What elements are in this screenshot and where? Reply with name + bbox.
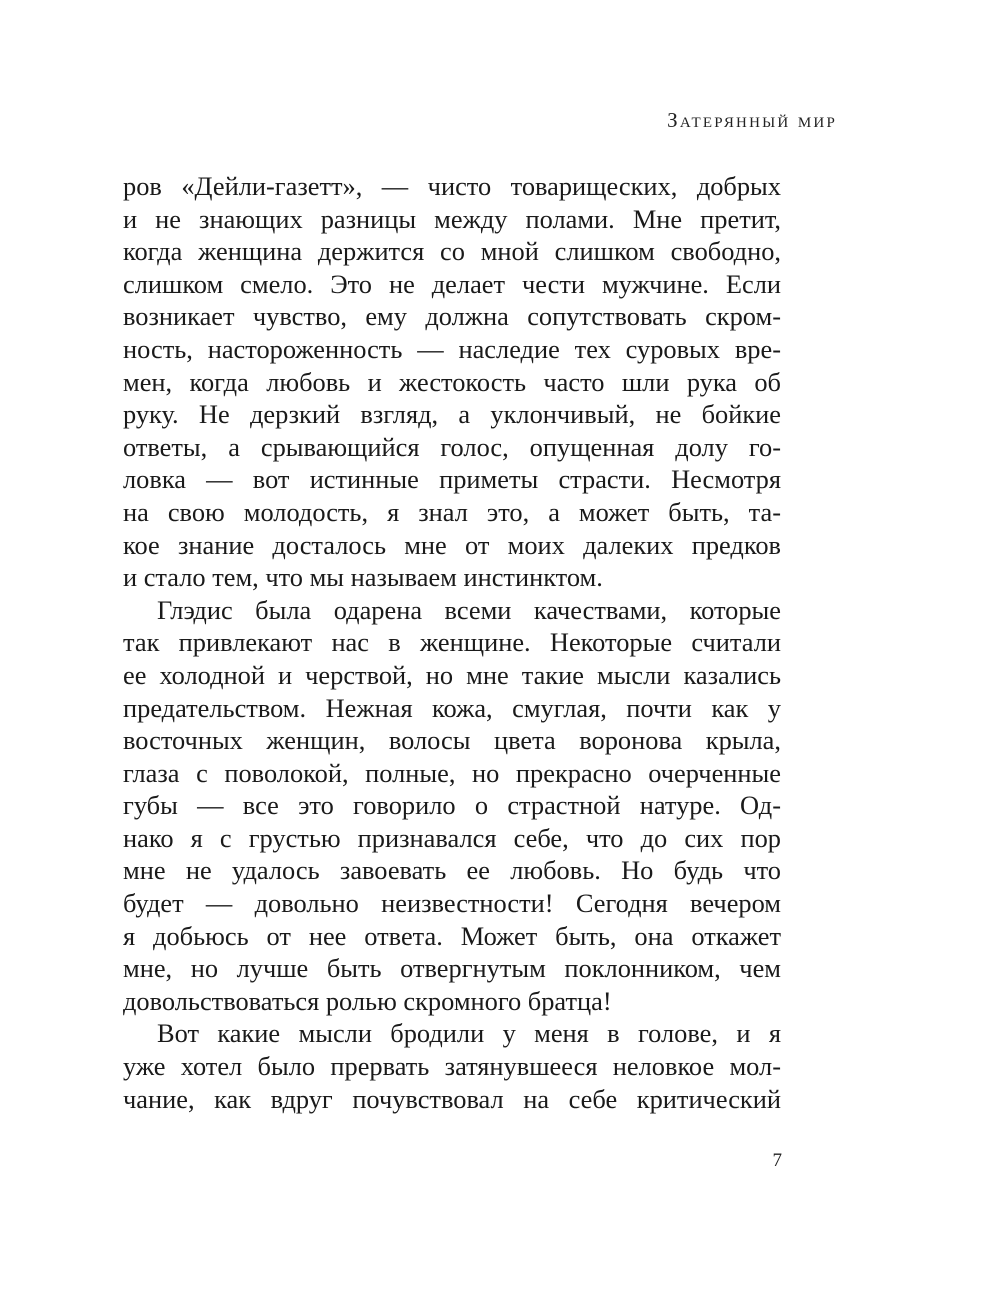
text-line: губы — все это говорило о страстной натуре. Од- — [123, 790, 781, 821]
text-line: предательством. Нежная кожа, смуглая, почти как у — [123, 692, 781, 723]
text-line: Глэдис была одарена всеми качествами, которые — [157, 594, 781, 625]
body-text — [123, 170, 781, 1115]
text-line: уже хотел было прервать затянувшееся неловкое мол- — [123, 1051, 781, 1082]
text-line: нако я с грустью признавался себе, что до сих пор — [123, 822, 781, 853]
text-line: глаза с поволокой, полные, но прекрасно очерченные — [123, 757, 781, 788]
text-line: и не знающих разницы между полами. Мне претит, — [123, 203, 781, 234]
text-line: ность, настороженность — наследие тех суровых вре- — [123, 333, 781, 364]
text-line: ров «Дейли-газетт», — чисто товарищеских, добрых — [123, 171, 781, 201]
text-line: мне не удалось завоевать ее любовь. Но будь что — [123, 855, 781, 886]
text-line: мен, когда любовь и жестокость часто шли рука об — [123, 366, 781, 397]
text-line: я добьюсь от нее ответа. Может быть, она откажет — [123, 920, 781, 951]
text-line: на свою молодость, я знал это, а может быть, та- — [123, 496, 781, 527]
text-line: руку. Не дерзкий взгляд, а уклончивый, не бойкие — [123, 399, 781, 430]
text-line: слишком смело. Это не делает чести мужчине. Если — [123, 268, 781, 299]
text-line: ловка — вот истинные приметы страсти. Несмотря — [123, 464, 781, 495]
page-number: 7 — [772, 1150, 782, 1171]
text-line: мне, но лучше быть отвергнутым поклонником, чем — [123, 953, 781, 984]
text-line: чание, как вдруг почувствовал на себе критический — [123, 1083, 781, 1114]
running-head-title: Затерянный мир — [667, 108, 837, 132]
text-line: ответы, а срывающийся голос, опущенная долу го- — [123, 431, 781, 462]
text-line: и стало тем, что мы называем инстинктом. — [123, 562, 603, 593]
text-line: восточных женщин, волосы цвета воронова крыла, — [123, 725, 781, 756]
text-line: довольствоваться ролью скромного братца! — [123, 985, 612, 1016]
text-line: будет — довольно неизвестности! Сегодня вечером — [123, 888, 781, 919]
text-line: ее холодной и черствой, но мне такие мысли казались — [123, 659, 781, 690]
text-line: возникает чувство, ему должна сопутствовать скром- — [123, 301, 781, 332]
text-line: кое знание досталось мне от моих далеких предков — [123, 529, 781, 560]
text-line: так привлекают нас в женщине. Некоторые считали — [123, 627, 781, 658]
text-line: Вот какие мысли бродили у меня в голове, и я — [157, 1018, 781, 1049]
text-line: когда женщина держится со мной слишком свободно, — [123, 236, 781, 267]
